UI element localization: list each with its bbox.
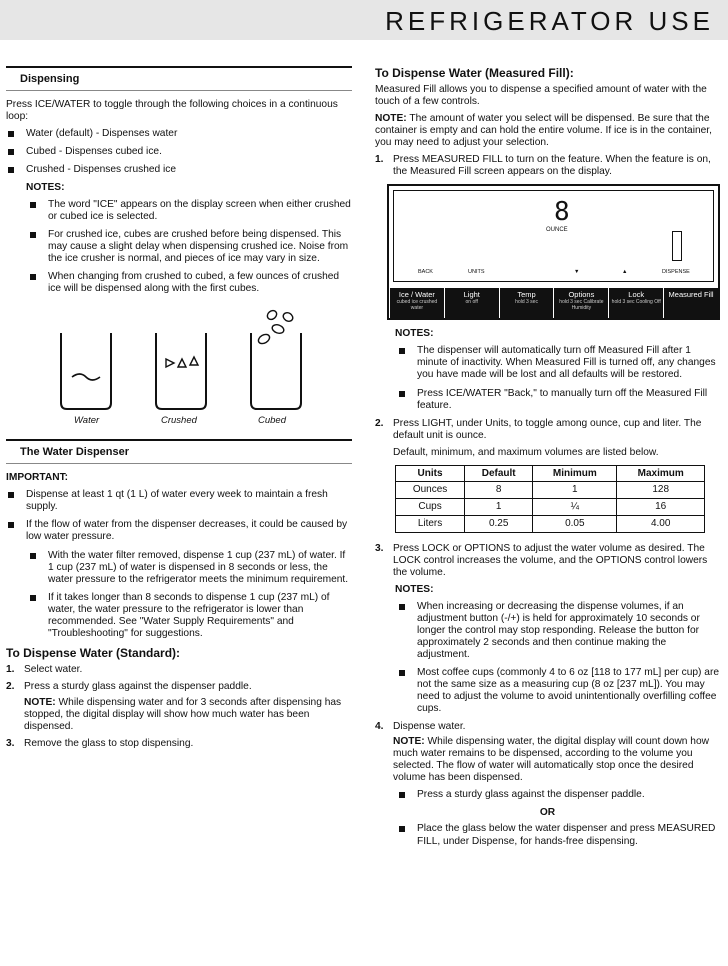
step-text: Press LIGHT, under Units, to toggle among ounce, cup and liter. The default unit is ounce. (393, 417, 702, 441)
ice-water-button[interactable]: Ice / Water cubed ice crushed water (389, 288, 444, 318)
notes-label: NOTES: (395, 328, 434, 340)
step-text: Press MEASURED FILL to turn on the feature. When the feature is on, the Measured Fill screen appears on the display. (393, 154, 711, 178)
table-cell: Cups (396, 499, 465, 516)
step-item (6, 681, 352, 733)
dispense-option: Press a sturdy glass against the dispenser paddle. (397, 789, 720, 801)
step-number: 1. (375, 154, 384, 166)
step-number: 3. (6, 738, 15, 750)
note-label: NOTE: (375, 113, 407, 125)
step-text: Press a sturdy glass against the dispenser paddle. (24, 680, 252, 692)
step-text: Press LOCK or OPTIONS to adjust the water volume as desired. The LOCK control increases the volume, and the OPTIONS control lowers the volume. (393, 542, 708, 578)
table-cell: 0.25 (465, 516, 533, 533)
step-number: 2. (6, 680, 15, 692)
table-row (396, 482, 705, 499)
step-number: 1. (6, 663, 15, 675)
table-header: Default (465, 465, 533, 482)
step-item (375, 418, 720, 442)
table-cell: 0.05 (533, 516, 617, 533)
important-item: Dispense at least 1 qt (1 L) of water every week to maintain a fresh supply. (6, 489, 352, 513)
note-item: Most coffee cups (commonly 4 to 6 oz [118 to 177 mL] per cup) are not the same size as a measuring cup (8 oz [237 mL]). You may need to adjust the volume to avoid unintentionally overfilling coffee cups. (397, 667, 720, 715)
choice-item: Crushed - Dispenses crushed ice (6, 164, 352, 176)
step-number: 3. (375, 542, 384, 554)
glass-drawing (6, 303, 352, 413)
table-header-row (396, 465, 705, 482)
standard-heading: To Dispense Water (Standard): (6, 645, 181, 660)
soft-label-down: ▼ (574, 269, 580, 276)
lock-button[interactable]: Lock hold 3 sec Cooling Off (608, 288, 663, 318)
measured-intro: Measured Fill allows you to dispense a specified amount of water with the touch of a few controls. (375, 84, 707, 108)
note-item: The dispenser will automatically turn off Measured Fill after 1 minute of inactivity. When Measured Fill is turned off, any changes you have made will be lost and all defaults will be restored. (397, 345, 720, 381)
step-item (6, 664, 352, 676)
table-header: Units (396, 465, 465, 482)
choice-item: Cubed - Dispenses cubed ice. (6, 146, 352, 158)
table-cell: 8 (465, 482, 533, 499)
important-item: If the flow of water from the dispenser decreases, it could be caused by low water pressure. (6, 519, 352, 543)
table-cell: ¼ (533, 499, 617, 516)
table-cell: 16 (617, 499, 705, 516)
light-button[interactable]: Light on off (444, 288, 499, 318)
panel-button-row (389, 288, 718, 318)
table-cell: Ounces (396, 482, 465, 499)
fill-gauge-icon (672, 231, 682, 261)
control-panel-display (387, 184, 720, 320)
water-dispenser-heading: The Water Dispenser (6, 439, 352, 464)
or-label: OR (539, 807, 556, 819)
table-cell: 128 (617, 482, 705, 499)
soft-label-dispense: DISPENSE (662, 269, 690, 276)
options-button[interactable]: Options hold 3 sec Calibrate Humidity (553, 288, 608, 318)
table-intro: Default, minimum, and maximum volumes are listed below. (393, 446, 659, 458)
sub-note-item: If it takes longer than 8 seconds to dispense 1 cup (237 mL) of water, the water pressure to the refrigerator is lower than recommended. See "Water Supply Requirements" and "Troubleshooting" for suggestions. (28, 592, 352, 640)
caption-cubed: Cubed (258, 415, 286, 427)
table-cell: 1 (533, 482, 617, 499)
step-text: Select water. (24, 663, 83, 675)
table-header: Minimum (533, 465, 617, 482)
note-label: NOTE: (24, 696, 56, 708)
dispensing-intro: Press ICE/WATER to toggle through the following choices in a continuous loop: (6, 98, 338, 122)
step-item (375, 543, 720, 579)
table-cell: 4.00 (617, 516, 705, 533)
volume-table (395, 465, 705, 533)
measured-fill-button[interactable]: Measured Fill (663, 288, 718, 318)
notes-label: NOTES: (26, 182, 65, 194)
volume-digit: 8 (554, 197, 570, 228)
dispense-option: Place the glass below the water dispenser and press MEASURED FILL, under Dispense, for hands-free dispensing. (397, 823, 720, 847)
step-text: Remove the glass to stop dispensing. (24, 738, 194, 750)
soft-label-up: ▲ (622, 269, 628, 276)
note-item: Press ICE/WATER "Back," to manually turn off the Measured Fill feature. (397, 388, 720, 412)
step-item (375, 154, 720, 178)
note-text: The amount of water you select will be dispensed. Be sure that the container is empty and can hold the entire volume. If ice is in the container, you may need to adjust your selection. (375, 113, 712, 149)
step-item (375, 721, 720, 784)
soft-label-back: BACK (418, 269, 433, 276)
measured-note (375, 113, 720, 149)
display-screen (393, 190, 714, 282)
glass-illustration (6, 303, 352, 433)
measured-heading: To Dispense Water (Measured Fill): (375, 66, 574, 80)
left-column (6, 66, 352, 755)
right-column (375, 66, 720, 854)
table-cell: Liters (396, 516, 465, 533)
table-row (396, 499, 705, 516)
choice-item: Water (default) - Dispenses water (6, 128, 352, 140)
note-item: When changing from crushed to cubed, a few ounces of crushed ice will be dispensed along with the first cubes. (28, 271, 352, 295)
step2-note: While dispensing water and for 3 seconds after dispensing has stopped, the digital display will show how much water has been dispensed. (24, 696, 342, 732)
page-title: REFRIGERATOR USE (385, 6, 714, 36)
table-cell: 1 (465, 499, 533, 516)
step-item (6, 738, 352, 750)
step-number: 4. (375, 721, 384, 733)
table-header: Maximum (617, 465, 705, 482)
step-number: 2. (375, 417, 384, 429)
important-label: IMPORTANT: (6, 472, 69, 484)
caption-crushed: Crushed (161, 415, 197, 427)
caption-water: Water (74, 415, 100, 427)
dispensing-heading: Dispensing (6, 66, 352, 91)
notes-label: NOTES: (395, 583, 434, 595)
sub-note-item: With the water filter removed, dispense 1 cup (237 mL) of water. If 1 cup (237 mL) of water is dispensed in 8 seconds or less, the water pressure to the refrigerator meets the minimum requirement. (28, 550, 352, 586)
soft-label-units: UNITS (468, 269, 485, 276)
step4-note: While dispensing water, the digital display will count down how much water remains to be dispensed, according to the volume you selected. The flow of water will automatically stop once the desired volume has been dispensed. (393, 736, 709, 784)
temp-button[interactable]: Temp hold 3 sec (499, 288, 554, 318)
note-item: The word "ICE" appears on the display screen when either crushed or cubed ice is selected. (28, 199, 352, 223)
step-text: Dispense water. (393, 721, 466, 733)
note-item: When increasing or decreasing the dispense volumes, if an adjustment button (-/+) is held for approximately 10 seconds or longer the control may stop responding. Release the button for approximately 2 seconds and then continue making the adjustment. (397, 601, 720, 661)
volume-unit: OUNCE (546, 227, 568, 234)
table-row (396, 516, 705, 533)
note-item: For crushed ice, cubes are crushed before being dispensed. This may cause a slight delay when dispensing crushed ice. Noise from the ice crusher is normal, and pieces of ice may vary in size. (28, 229, 352, 265)
note-label: NOTE: (393, 736, 425, 748)
